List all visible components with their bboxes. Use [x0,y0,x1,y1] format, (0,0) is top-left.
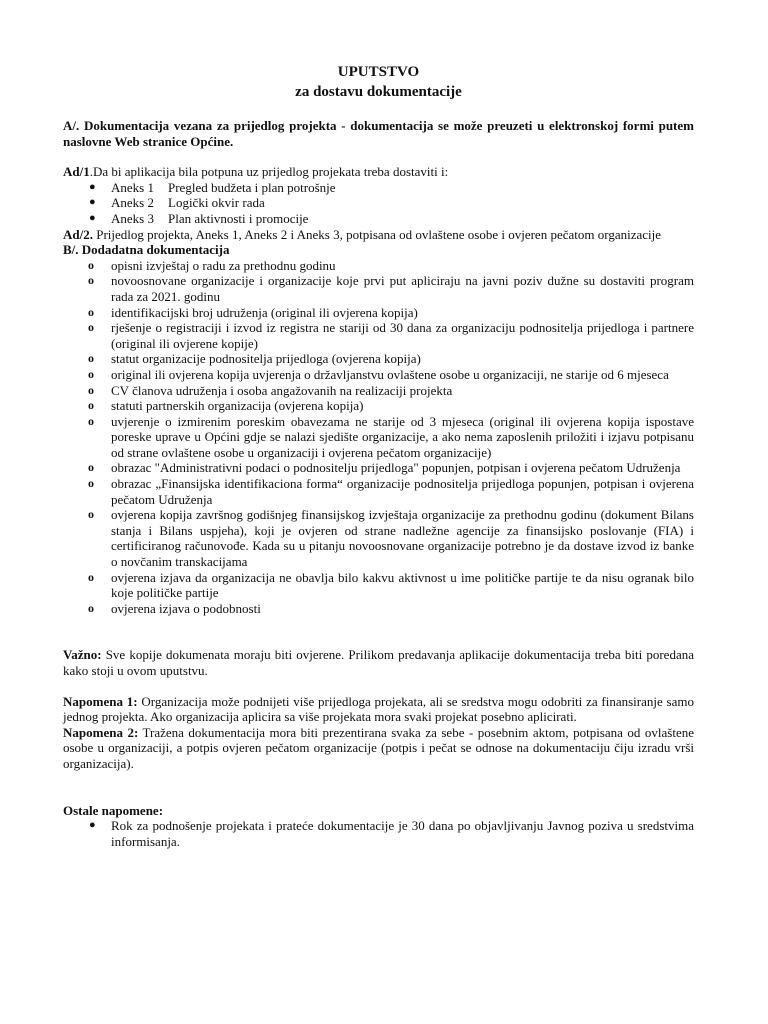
list-item [63,476,694,507]
list-item [63,367,694,383]
list-marker: o [88,569,94,584]
list-item-text: original ili ovjerena kopija uvjerenja o državljanstvu ovlaštene osobe u organizaciji, ne starije od 6 mjeseca [111,366,669,382]
napomena-1-paragraph [63,694,694,725]
section-a-text: A/. Dokumentacija vezana za prijedlog projekta - dokumentacija se može preuzeti u elektronskoj formi putem naslovne Web stranice Općine. [63,118,694,149]
list-item [63,383,694,399]
bullet-icon: ● [89,211,96,224]
list-item-text: ovjerena izjava da organizacija ne obavlja bilo kakvu aktivnost u ime političke partije te da nisu ogranak bilo koje političke partije [111,569,694,601]
list-marker: o [88,382,94,397]
list-marker: o [88,600,94,615]
ad1-text: .Da bi aplikacija bila potpuna uz prijedlog projekata treba dostaviti i: [89,164,449,180]
list-item-text: statuti partnerskih organizacija (ovjerena kopija) [111,398,364,414]
list-item [63,570,694,601]
napomena-2-label: Napomena 2: [63,724,139,740]
ostale-heading: Ostale napomene: [63,802,164,818]
list-item [63,398,694,414]
section-b-list [63,258,694,617]
napomena-1-text: Organizacija može podnijeti više prijedloga projekata, ali se sredstva mogu odobriti za finansiranje samo jednog projekta. Ako organizacija aplicira sa više projekata mora svaki projekat posebno aplicirati. [63,693,694,725]
list-item [63,305,694,321]
list-item-text: ovjerena izjava o podobnosti [111,600,261,616]
list-marker: o [88,257,94,272]
list-item [63,258,694,274]
list-marker: o [88,476,94,491]
ostale-list [63,818,694,849]
bullet-icon: ● [89,180,96,193]
list-marker: o [88,273,94,288]
list-item-text: rješenje o registraciji i izvod iz registra ne stariji od 30 dana za organizaciju podnositelja prijedloga i partnere (original ili ovjerene kopije) [111,320,694,351]
vazno-label: Važno: [63,647,102,663]
annex-text: Logički okvir rada [168,195,265,211]
vazno-paragraph [63,647,694,678]
list-marker: o [88,460,94,475]
napomena-2-text: Tražena dokumentacija mora biti prezentirana svaka za sebe - posebnim aktom, potpisana od ovlaštene osobe u organizaciji, a potpis ovjeren pečatom organizacije (potpis i pečat se odnose na dokumentaciju čiju izradu vrši organizacija). [63,724,694,771]
bullet-icon: ● [89,819,96,832]
annex-label: Aneks 3 [111,210,154,226]
list-item [63,195,694,211]
section-b-heading: B/. Dodadatna dokumentacija [63,242,230,258]
document-title [63,62,694,102]
list-item [63,211,694,227]
ad2-text: Prijedlog projekta, Aneks 1, Aneks 2 i Aneks 3, potpisana od ovlaštene osobe i ovjeren pečatom organizacije [92,226,662,242]
list-item-text: obrazac "Administrativni podaci o podnositelju prijedloga" popunjen, potpisan i ovjerena pečatom Udruženja [111,460,681,476]
ad1-label: Ad/1 [63,164,90,180]
annex-label: Aneks 2 [111,195,154,211]
ad2-paragraph [63,227,694,243]
list-marker: o [88,351,94,366]
list-item [63,273,694,304]
list-item-text: novoosnovane organizacije i organizacije koje prvi put apliciraju na javni poziv dužne su dostaviti program rada za 2021. godinu [111,273,694,304]
list-item-text: obrazac „Finansijska identifikaciona forma“ organizacije podnositelja prijedloga popunjen, potpisan i ovjerena pečatom Udruženja [111,476,694,507]
list-marker: o [88,366,94,381]
ad2-label: Ad/2. [63,226,93,242]
list-item-text: opisni izvještaj o radu za prethodnu godinu [111,257,336,273]
napomena-2-paragraph [63,725,694,772]
list-item-text: statut organizacije podnositelja prijedloga (ovjerena kopija) [111,351,421,367]
list-marker: o [88,320,94,335]
annex-list [63,180,694,227]
annex-label: Aneks 1 [111,179,154,195]
title-line-1: UPUTSTVO [337,64,420,80]
list-item [63,507,694,569]
title-line-2: za dostavu dokumentacije [295,84,462,100]
list-item [63,414,694,461]
list-item [63,351,694,367]
ad1-paragraph [63,164,694,180]
list-item [63,818,694,849]
list-item-text: ovjerena kopija završnog godišnjeg finansijskog izvještaja organizacije za prethodnu godinu (dokument Bilans stanja i Bilans uspjeha), koji je ovjeren od strane nadležne agencije za finansijsko poslovanje (FIA) i certificiranog računovođe. Kada su u pitanju novoosnovane organizacije potrebno je da dostave izvod iz banke o novčanim transkacijama [111,507,694,570]
list-marker: o [88,507,94,522]
annex-text: Plan aktivnosti i promocije [168,210,309,226]
list-item-text: Rok za podnošenje projekata i prateće dokumentacije je 30 dana po objavljivanju Javnog poziva u sredstvima informisanja. [111,818,694,849]
annex-text: Pregled budžeta i plan potrošnje [168,179,336,195]
list-item [63,180,694,196]
list-marker: o [88,304,94,319]
list-item-text: uvjerenje o izmirenim poreskim obavezama ne starije od 3 mjeseca (original ili ovjerena kopija ispostave poreske uprave u Općini gdje se nalazi sjedište organizacije, a ako nema zaposlenih priložiti i izjavu potpisanu od strane ovlaštene osobe u organizaciji i ovjerena pečatom organizacije) [111,413,694,460]
bullet-icon: ● [89,196,96,209]
list-item [63,320,694,351]
list-marker: o [88,398,94,413]
list-marker: o [88,413,94,428]
list-item [63,460,694,476]
document-body [63,62,694,849]
list-item-text: CV članova udruženja i osoba angažovanih na realizaciji projekta [111,382,453,398]
list-item [63,601,694,617]
list-item-text: identifikacijski broj udruženja (original ili ovjerena kopija) [111,304,418,320]
napomena-1-label: Napomena 1: [63,693,138,709]
vazno-text: Sve kopije dokumenata moraju biti ovjerene. Prilikom predavanja aplikacije dokumentacija treba biti poredana kako stoji u ovom uputstvu. [63,647,694,678]
section-a [63,118,694,149]
